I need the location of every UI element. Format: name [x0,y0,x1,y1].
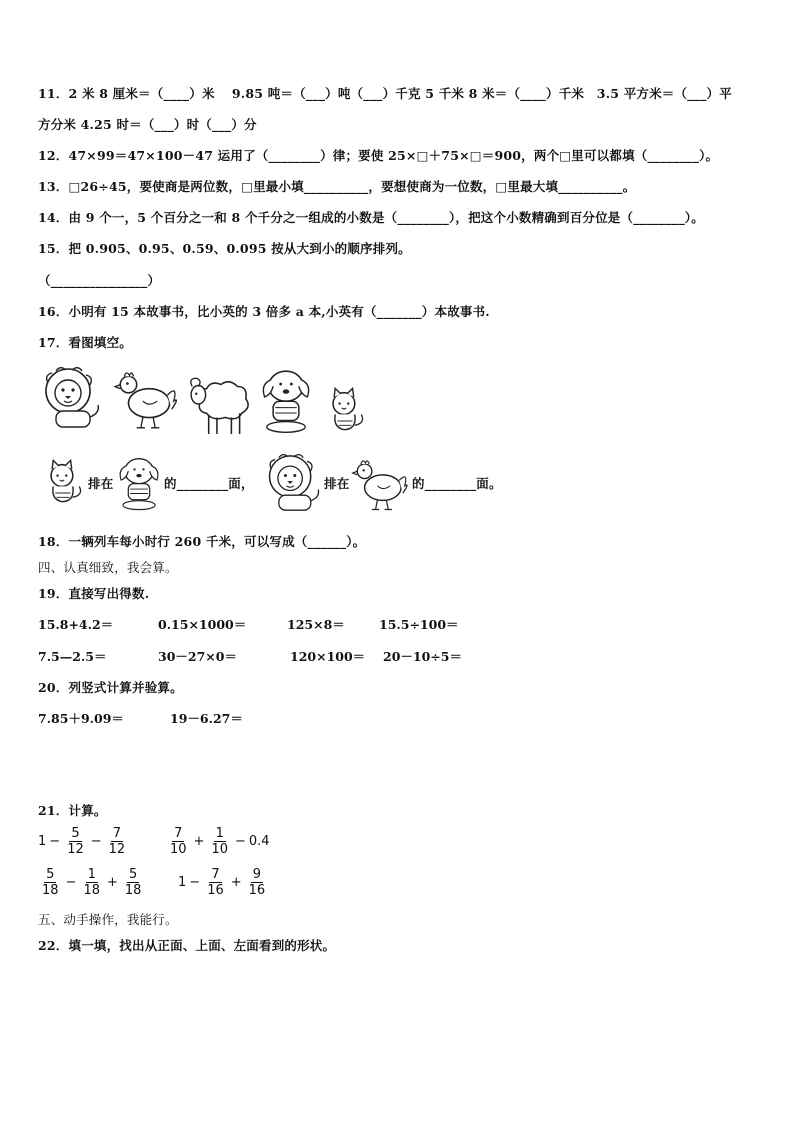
hen-image [112,366,182,432]
minus-sign: − [90,834,102,849]
q15-blank: （_______________） [38,273,161,288]
q17-pai2: 排在 [324,476,350,491]
q20-item2: 19－6.27＝ [170,711,243,726]
fraction: $\frac{5}{18}$ [124,867,142,898]
q17-de1: 的________面， [164,476,254,491]
q17-pai1: 排在 [88,476,114,491]
q21-expr4 [178,867,269,898]
q19-r2-c2: 30－27×0＝ [158,649,237,664]
q21-e1-a: 1 [38,834,47,849]
kitten-image [322,384,368,434]
q20-title: 20．列竖式计算并验算。 [38,680,183,695]
fraction: $\frac{1}{18}$ [83,867,100,898]
q19-r2-c3: 120×100＝ [290,649,366,664]
sheep-image [186,370,252,436]
q12: 12．47×99＝47×100－47 运用了（________）律；要使 25×□＋75×□＝900，两个□里可以都填（________）。 [38,148,719,163]
q14: 14．由 9 个一，5 个百分之一和 8 个千分之一组成的小数是（________），把这个小数精确到百分位是（________）。 [38,210,704,225]
lion-image [38,362,102,434]
q21-e4-a: 1 [178,875,187,890]
fraction: $\frac{7}{10}$ [170,826,187,857]
plus-sign: + [107,875,118,890]
q16: 16．小明有 15 本故事书，比小英的 3 倍多 a 本,小英有（_______）本故事书. [38,304,490,319]
hen-image-2 [350,454,412,514]
q19-r1-c4: 15.5÷100＝ [379,617,459,632]
plus-sign: + [230,875,242,890]
minus-sign: − [189,875,201,890]
q21-e2-c: 0.4 [248,834,270,849]
fraction: $\frac{7}{12}$ [108,826,126,857]
q18: 18．一辆列车每小时行 260 千米，可以写成（______）。 [38,534,366,549]
q19-r2-c1: 7.5—2.5＝ [38,649,107,664]
q21-expr3 [38,867,145,898]
q19-r1-c3: 125×8＝ [287,617,345,632]
q21-expr1 [38,826,129,857]
q19-title: 19．直接写出得数. [38,586,150,601]
q22: 22．填一填，找出从正面、上面、左面看到的形状。 [38,938,336,953]
q19-r2-c4: 20－10÷5＝ [383,649,462,664]
fraction: $\frac{7}{16}$ [207,867,224,898]
q17-de2: 的________面。 [412,476,502,491]
q11-line2: 方分米 4.25 时＝（___）时（___）分 [38,117,257,132]
q15-text: 15．把 0.905、0.95、0.59、0.095 按从大到小的顺序排列。 [38,241,411,256]
q21-expr2 [166,826,270,857]
q13: 13．□26÷45，要使商是两位数，□里最小填__________，要想使商为一位数，□里最大填__________。 [38,179,636,194]
minus-sign: − [235,834,246,849]
q17-title: 17．看图填空。 [38,335,132,350]
minus-sign: − [65,875,77,890]
q19-r1-c2: 0.15×1000＝ [158,617,247,632]
q11-line1: 11．2 米 8 厘米＝（____）米 9.85 吨＝（___）吨（___）千克 5 千米 8 米＝（____）千米 3.5 平方米＝（___）平 [38,86,732,101]
section-4-title: 四、认真细致，我会算。 [38,560,178,575]
minus-sign: − [49,834,61,849]
fraction: $\frac{9}{16}$ [248,867,266,898]
puppy-image [256,362,316,434]
fraction: $\frac{5}{12}$ [67,826,84,857]
plus-sign: + [193,834,205,849]
q21-title: 21．计算。 [38,803,107,818]
kitten-image-2 [40,456,86,506]
section-5-title: 五、动手操作，我能行。 [38,912,178,927]
fraction: $\frac{5}{18}$ [42,867,59,898]
q20-item1: 7.85＋9.09＝ [38,711,124,726]
fraction: $\frac{1}{10}$ [211,826,228,857]
puppy-image-2 [114,450,164,512]
q19-r1-c1: 15.8+4.2＝ [38,617,114,632]
lion-image-2 [262,450,322,516]
